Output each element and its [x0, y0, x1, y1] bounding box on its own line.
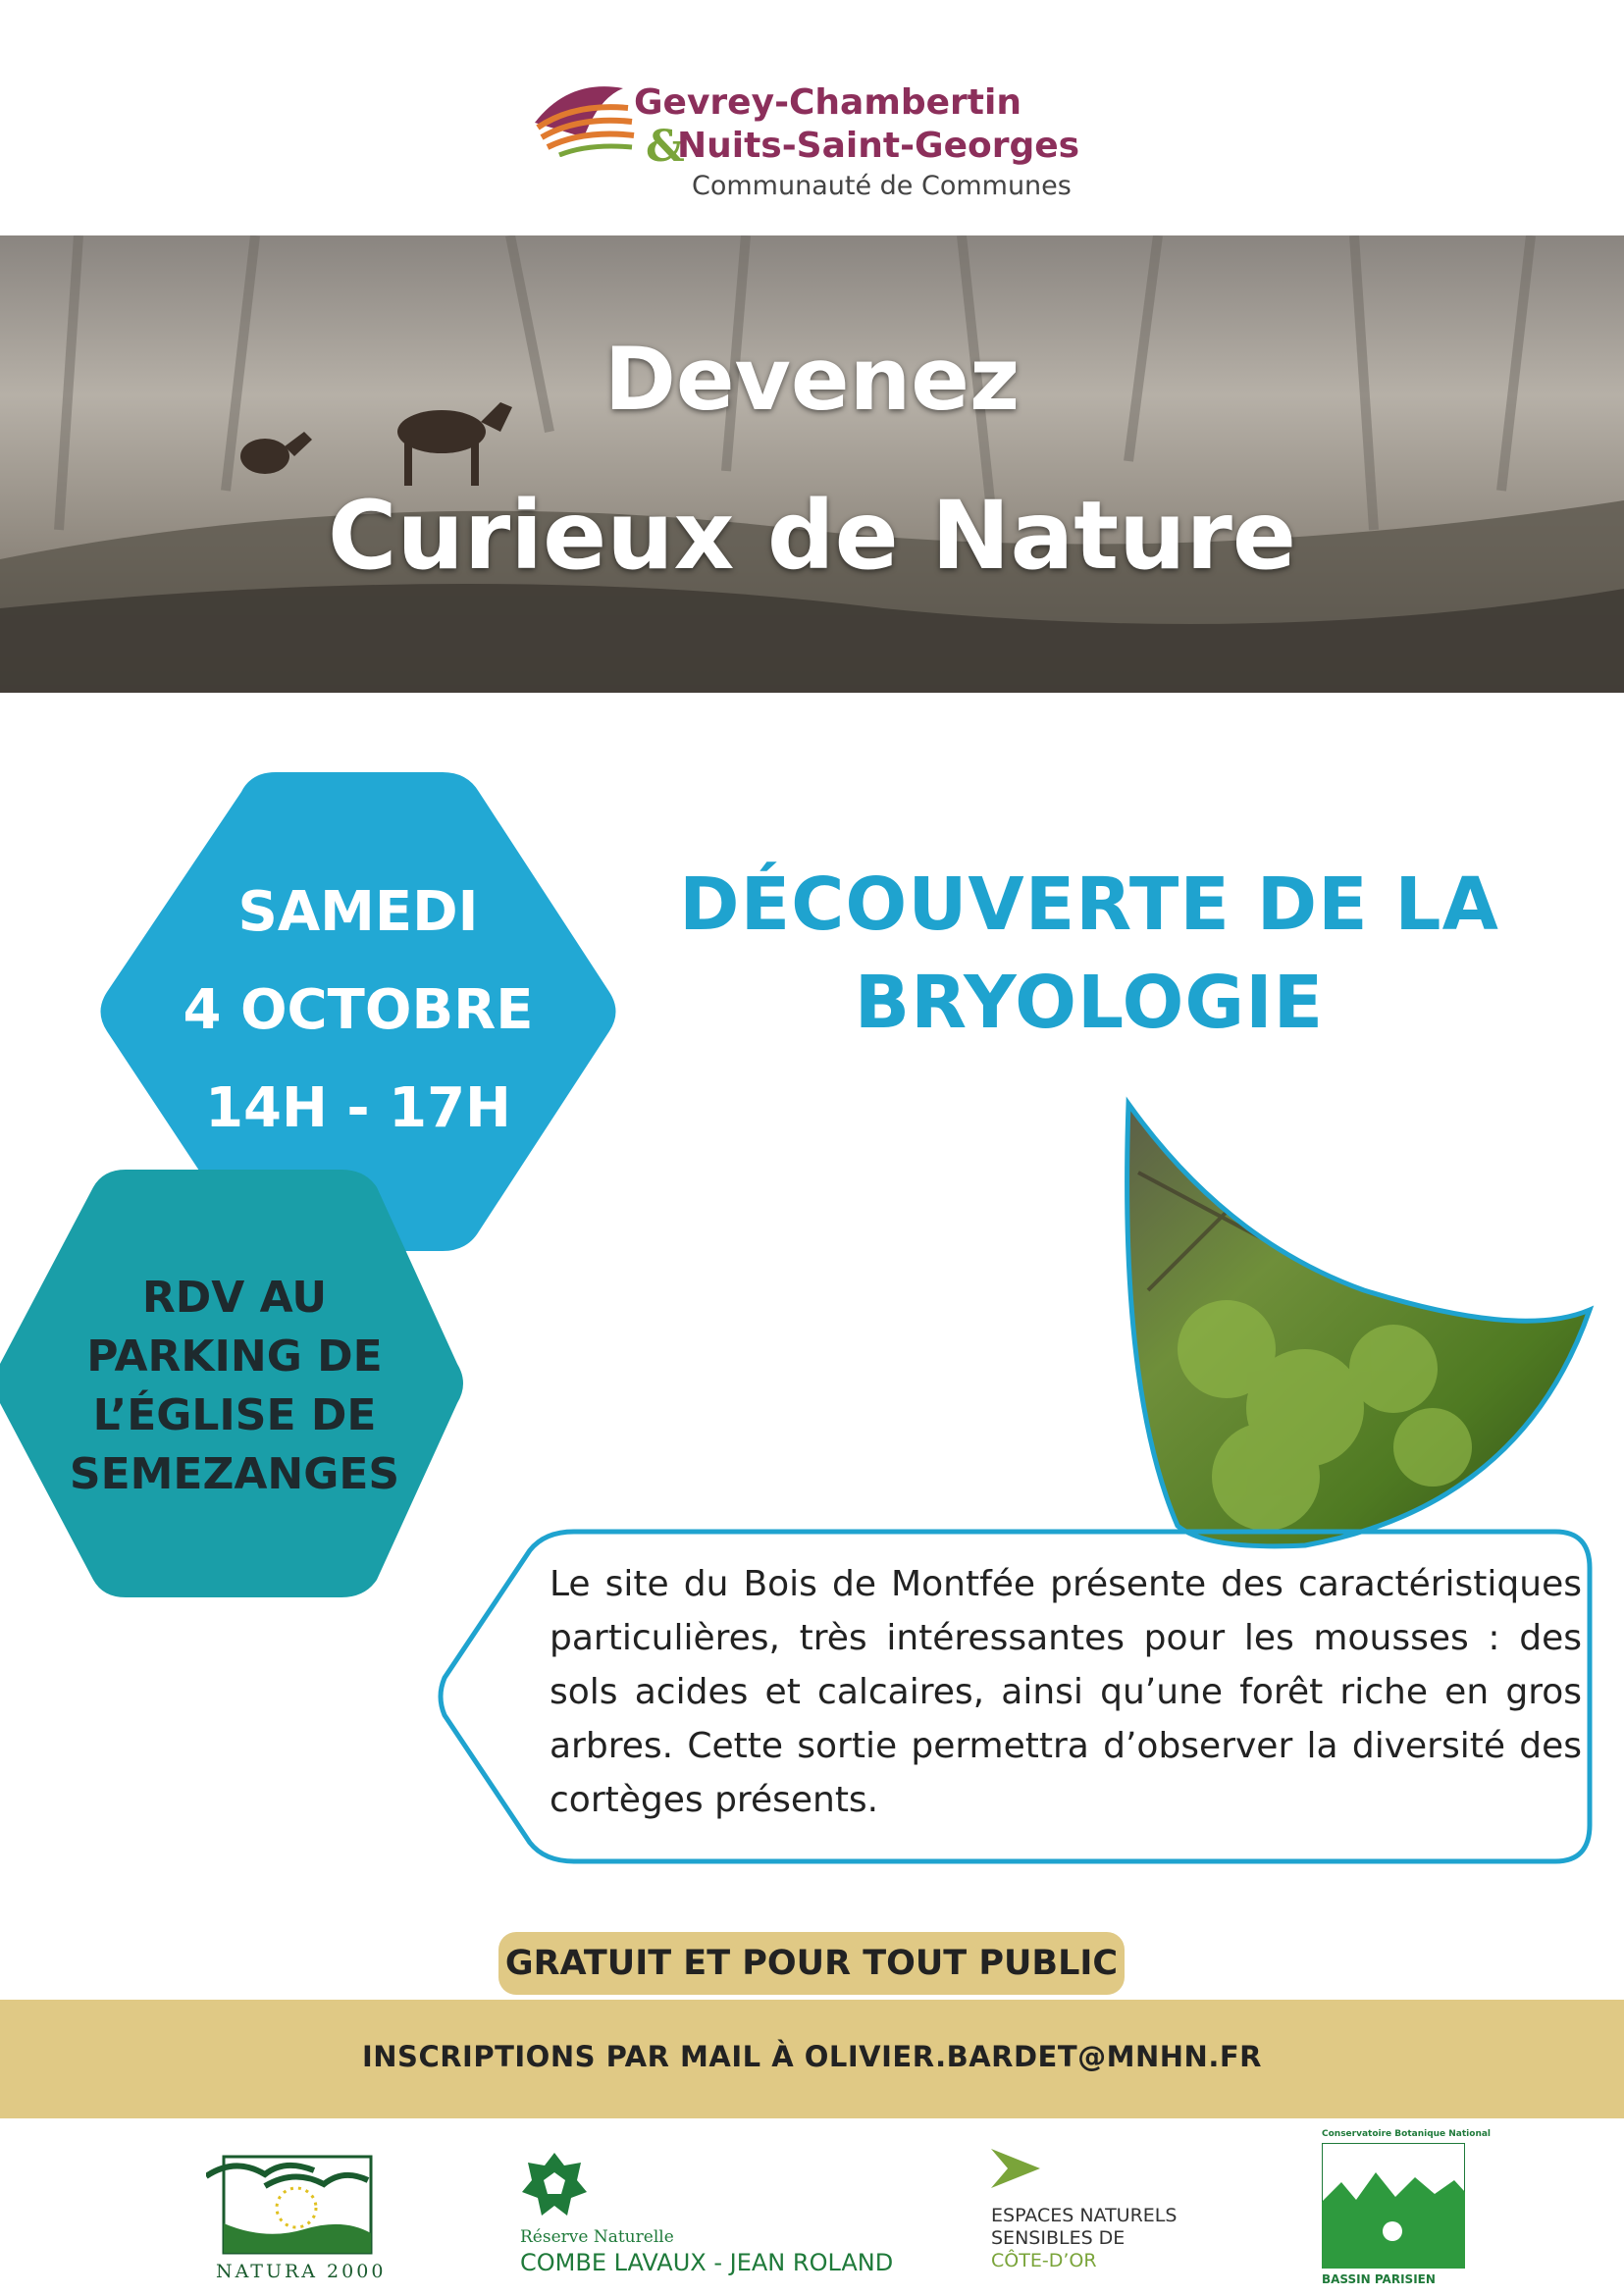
- ens-chevron-icon: [986, 2144, 1055, 2193]
- cbn-landscape-icon: [1322, 2143, 1465, 2269]
- reserve-naturelle-logo: [510, 2151, 903, 2278]
- ens-line1: ESPACES NATURELS: [991, 2205, 1178, 2226]
- date-day: SAMEDI: [237, 880, 479, 944]
- date-date: 4 OCTOBRE: [183, 978, 534, 1042]
- cliff-photo-illustration: [0, 235, 1624, 693]
- natura2000-label: NATURA 2000: [216, 2261, 387, 2282]
- rdv-line3: L’ÉGLISE DE: [92, 1390, 377, 1440]
- banner-title-line1: Devenez: [603, 329, 1021, 430]
- logo-ampersand: &: [646, 122, 685, 172]
- rdv-line4: SEMEZANGES: [69, 1449, 400, 1499]
- event-description: Le site du Bois de Montfée présente des caractéristiques particulières, très intéressantes pour les mousses : des sols acides et calcaires, ainsi qu’une forêt riche en gros arbres. Cette sortie permettra d’observer la diversité des cortèges présents.: [550, 1564, 1582, 1820]
- turtle-shell-icon: [520, 2151, 589, 2219]
- moss-photo: [1109, 1094, 1599, 1550]
- free-badge: GRATUIT ET POUR TOUT PUBLIC: [498, 1932, 1125, 1995]
- logo-line2: Nuits-Saint-Georges: [677, 126, 1080, 166]
- ens-logo: [981, 2144, 1197, 2281]
- cbn-bottom-label: BASSIN PARISIEN: [1322, 2272, 1436, 2286]
- logo-subtitle: Communauté de Communes: [692, 171, 1072, 201]
- community-logo: [530, 61, 1119, 208]
- ens-line2: SENSIBLES DE: [991, 2227, 1126, 2249]
- rdv-line1: RDV AU: [141, 1273, 328, 1323]
- rdv-line2: PARKING DE: [86, 1331, 383, 1382]
- event-headline: [648, 856, 1531, 1052]
- reserve-small-label: Réserve Naturelle: [520, 2227, 674, 2247]
- registration-text: INSCRIPTIONS PAR MAIL À OLIVIER.BARDET@MNHN.FR: [362, 2040, 1262, 2073]
- logo-line1: Gevrey-Chambertin: [634, 82, 1022, 123]
- cbn-logo: [1320, 2129, 1492, 2291]
- date-time: 14H - 17H: [205, 1076, 511, 1140]
- cbn-top-label: Conservatoire Botanique National: [1322, 2129, 1492, 2139]
- reserve-name-label: COMBE LAVAUX - JEAN ROLAND: [520, 2249, 894, 2276]
- banner-title-line2: Curieux de Nature: [328, 481, 1296, 591]
- hero-banner: [0, 235, 1624, 693]
- natura2000-logo: [201, 2147, 387, 2284]
- ens-line3: CÔTE-D’OR: [991, 2250, 1097, 2271]
- headline-line2: BRYOLOGIE: [854, 961, 1325, 1045]
- hills-logo-icon: [530, 69, 638, 157]
- meeting-point-hexagon: [0, 1170, 469, 1597]
- natura2000-icon: [206, 2147, 373, 2255]
- headline-line1: DÉCOUVERTE DE LA: [679, 862, 1499, 947]
